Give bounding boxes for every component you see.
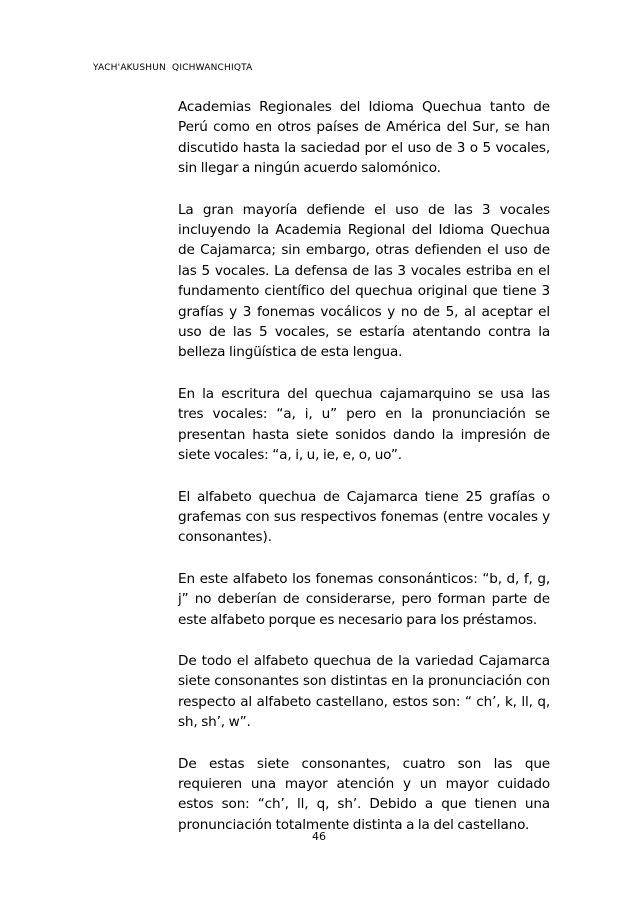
paragraph-6: De todo el alfabeto quechua de la variedad Cajamarca siete consonantes son distintas en la pronunciación con respecto al alfabeto castellano, estos son: “ ch’, k, ll, q, sh, sh’, w”. <box>178 652 550 731</box>
paragraph-3: En la escritura del quechua cajamarquino se usa las tres vocales: “a, i, u” pero en la pronunciación se presentan hasta siete sonidos dando la impresión de siete vocales: “a, i, u, ie, e, o, uo”. <box>178 385 550 464</box>
running-header: YACH'AKUSHUN QICHWANCHIQTA <box>93 63 253 73</box>
paragraph-7: De estas siete consonantes, cuatro son las que requieren una mayor atención y un mayor cuidado estos son: “ch’, ll, q, sh’. Debido a que tienen una pronunciación totalmente distinta a la del castellano. <box>178 755 550 833</box>
page-number: 46 <box>312 830 326 843</box>
paragraph-4: El alfabeto quechua de Cajamarca tiene 25 grafías o grafemas con sus respectivos fonemas (entre vocales y consonantes). <box>178 488 550 546</box>
body-text <box>178 97 550 856</box>
paragraph-1: Academias Regionales del Idioma Quechua tanto de Perú como en otros países de América del Sur, se han discutido hasta la saciedad por el uso de 3 o 5 vocales, sin llegar a ningún acuerdo salomónico. <box>178 99 550 177</box>
paragraph-2: La gran mayoría defiende el uso de las 3 vocales incluyendo la Academia Regional del Idioma Quechua de Cajamarca; sin embargo, otras defienden el uso de las 5 vocales. La defensa de las 3 vocales estriba en el fundamento científico del quechua original que tiene 3 grafías y 3 fonemas vocálicos y no de 5, al aceptar el uso de las 5 vocales, se estaría atentando contra la belleza lingüística de esta lengua. <box>178 201 550 361</box>
paragraph-5: En este alfabeto los fonemas consonánticos: “b, d, f, g, j” no deberían de considerarse, pero forman parte de este alfabeto porque es necesario para los préstamos. <box>178 570 550 628</box>
